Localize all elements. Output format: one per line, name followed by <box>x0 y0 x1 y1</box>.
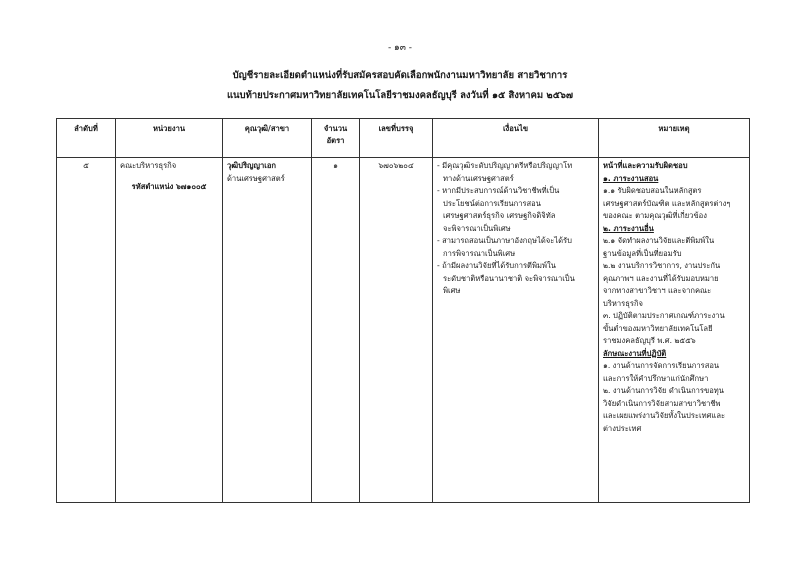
remarks-line: บริหารธุรกิจ <box>603 298 644 308</box>
condition-line: - ถ้ามีผลงานวิจัยที่ได้รับการตีพิมพ์ใน <box>437 261 556 271</box>
remarks-line: ต่างประเทศ <box>603 423 642 433</box>
cell-count: ๑ <box>312 158 360 503</box>
remarks-line: ราชมงคลธัญบุรี พ.ศ. ๒๕๕๖ <box>603 336 696 346</box>
condition-line: ทางด้านเศรษฐศาสตร์ <box>443 173 514 183</box>
cell-conditions <box>433 158 599 503</box>
condition-line: - มีคุณวุฒิระดับปริญญาตรีหรือปริญญาโท <box>437 161 573 170</box>
condition-line: ประโยชน์ต่อการเรียนการสอน <box>443 198 541 208</box>
remarks-line: ๑. งานด้านการจัดการเรียนการสอน <box>603 361 720 371</box>
remarks-line: ฐานข้อมูลที่เป็นที่ยอมรับ <box>603 248 682 258</box>
cell-remarks <box>599 158 750 503</box>
remarks-line: เศรษฐศาสตร์บัณฑิต และหลักสูตรต่างๆ <box>603 198 731 208</box>
qualification-degree: วุฒิปริญญาเอก <box>227 161 276 170</box>
header-count <box>312 119 360 158</box>
position-table <box>56 118 750 503</box>
document-title-line-1: บัญชีรายละเอียดตำแหน่งที่รับสมัครสอบคัดเลือกพนักงานมหาวิทยาลัย สายวิชาการ <box>232 70 568 81</box>
remarks-line: ๒.๒ งานบริการวิชาการ, งานประกัน <box>603 261 721 271</box>
remarks-heading-duties: หน้าที่และความรับผิดชอบ <box>603 161 688 170</box>
table-header-row <box>57 119 750 158</box>
condition-line: ระดับชาติหรือนานาชาติ จะพิจารณาเป็น <box>443 273 575 283</box>
header-position-no: เลขที่บรรจุ <box>360 119 433 158</box>
remarks-line: ขั้นต่ำของมหาวิทยาลัยเทคโนโลยี <box>603 323 713 333</box>
condition-line: เศรษฐศาสตร์ธุรกิจ เศรษฐกิจดิจิทัล <box>443 211 556 221</box>
position-code: รหัสตำแหน่ง ๖๗๑๐๐๕ <box>131 181 207 191</box>
header-qualification: คุณวุฒิ/สาขา <box>223 119 312 158</box>
condition-line: - สามารถสอนเป็นภาษาอังกฤษได้จะได้รับ <box>437 236 572 246</box>
condition-line: พิเศษ <box>443 286 461 296</box>
condition-line: จะพิจารณาเป็นพิเศษ <box>443 223 511 233</box>
remarks-line: ๑.๑ รับผิดชอบสอนในหลักสูตร <box>603 186 702 196</box>
cell-no: ๕ <box>57 158 116 503</box>
document-title-line-2: แนบท้ายประกาศมหาวิทยาลัยเทคโนโลยีราชมงคลธัญบุรี ลงวันที่ ๑๕ สิงหาคม ๒๕๖๗ <box>226 90 574 101</box>
header-no: ลำดับที่ <box>57 119 116 158</box>
remarks-line: ๒.๑ จัดทำผลงานวิจัยและตีพิมพ์ใน <box>603 236 715 246</box>
header-rate-label: อัตรา <box>326 136 345 145</box>
remarks-line: และเผยแพร่งานวิจัยทั้งในประเทศและ <box>603 411 726 421</box>
remarks-line: ๒. งานด้านการวิจัย ดำเนินการขอทุน <box>603 386 724 396</box>
cell-qualification <box>223 158 312 503</box>
header-conditions: เงื่อนไข <box>433 119 599 158</box>
condition-line: - หากมีประสบการณ์ด้านวิชาชีพที่เป็น <box>437 186 560 196</box>
unit-name: คณะบริหารธุรกิจ <box>120 161 177 170</box>
condition-line: การพิจารณาเป็นพิเศษ <box>443 248 516 258</box>
remarks-line: ของคณะ ตามคุณวุฒิที่เกี่ยวข้อง <box>603 211 707 221</box>
remarks-heading-work: ลักษณะงานที่ปฏิบัติ <box>603 348 667 358</box>
header-unit: หน่วยงาน <box>116 119 223 158</box>
remarks-sub-teaching: ๑. ภาระงานสอน <box>603 173 659 183</box>
remarks-line: ๓. ปฏิบัติตามประกาศเกณฑ์ภาระงาน <box>603 311 725 321</box>
remarks-line: คุณภาพฯ และงานที่ได้รับมอบหมาย <box>603 273 719 283</box>
remarks-line: และการให้คำปรึกษาแก่นักศึกษา <box>603 373 709 383</box>
page-number: - ๑๓ - <box>387 43 413 53</box>
table-row <box>57 158 750 503</box>
header-remarks: หมายเหตุ <box>599 119 750 158</box>
remarks-line: วิจัยดำเนินการวิจัยสามสาขาวิชาชีพ <box>603 398 721 408</box>
cell-unit <box>116 158 223 503</box>
remarks-line: จากทางสาขาวิชาฯ และจากคณะ <box>603 286 712 296</box>
remarks-sub-other: ๒. ภาระงานอื่น <box>603 223 654 233</box>
header-count-label: จำนวน <box>323 124 348 133</box>
qualification-field: ด้านเศรษฐศาสตร์ <box>227 173 285 183</box>
cell-position-no: ๖๗๐๖๒๐๔ <box>360 158 433 503</box>
